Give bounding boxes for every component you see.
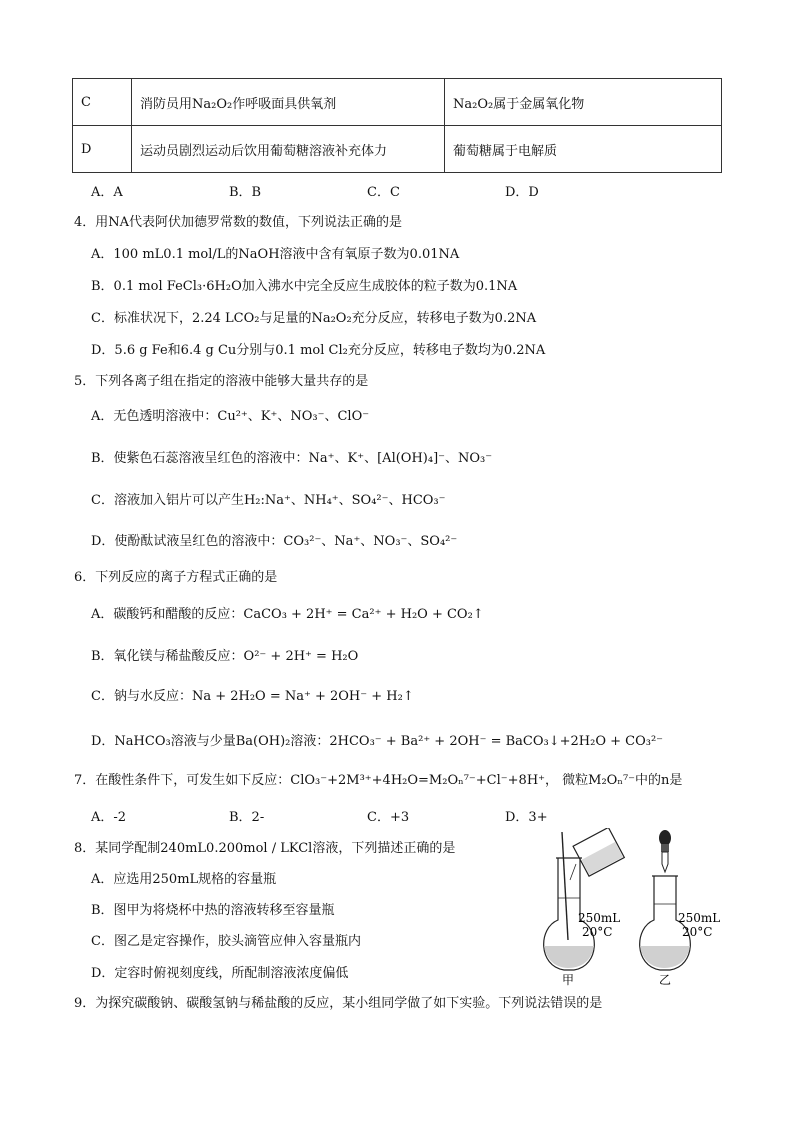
q8-option-a: A．应选用250mL规格的容量瓶	[91, 872, 277, 887]
q5-option-d: D．使酚酞试液呈红色的溶液中：CO₃²⁻、Na⁺、NO₃⁻、SO₄²⁻	[91, 534, 458, 549]
q8-option-c: C．图乙是定容操作，胶头滴管应伸入容量瓶内	[91, 934, 361, 949]
option-b: B．2-	[229, 810, 265, 825]
flask-yi	[640, 830, 691, 970]
row-practice: 运动员剧烈运动后饮用葡萄糖溶液补充体力	[132, 126, 445, 173]
q6-stem: 6．下列反应的离子方程式正确的是	[74, 570, 278, 585]
q4-option-d: D．5.6 g Fe和6.4 g Cu分别与0.1 mol Cl₂充分反应，转移电子数均为0.2NA	[91, 343, 546, 358]
row-explanation: 葡萄糖属于电解质	[445, 126, 722, 173]
flask-a-temp: 20°C	[582, 925, 613, 939]
row-practice: 消防员用Na₂O₂作呼吸面具供氧剂	[132, 79, 445, 126]
option-d: D．D	[505, 185, 539, 200]
flask-b-caption: 乙	[659, 973, 672, 987]
flask-a-volume: 250mL	[578, 911, 621, 925]
q4-option-a: A．100 mL0.1 mol/L的NaOH溶液中含有氧原子数为0.01NA	[91, 247, 460, 262]
row-key: C	[73, 79, 132, 126]
q8-option-b: B．图甲为将烧杯中热的溶液转移至容量瓶	[91, 903, 335, 918]
q3-options	[91, 181, 643, 200]
q7-options	[91, 806, 643, 825]
q8-option-d: D．定容时俯视刻度线，所配制溶液浓度偏低	[91, 966, 349, 981]
q5-option-c: C．溶液加入铝片可以产生H₂:Na⁺、NH₄⁺、SO₄²⁻、HCO₃⁻	[91, 493, 446, 508]
table-row	[73, 79, 722, 126]
q6-option-a: A．碳酸钙和醋酸的反应：CaCO₃ + 2H⁺ = Ca²⁺ + H₂O + CO₂↑	[91, 607, 484, 622]
flask-b-volume: 250mL	[678, 911, 721, 925]
practice-table	[72, 78, 722, 173]
q5-option-b: B．使紫色石蕊溶液呈红色的溶液中：Na⁺、K⁺、[Al(OH)₄]⁻、NO₃⁻	[91, 451, 493, 466]
option-a: A．-2	[91, 810, 127, 825]
option-d: D．3+	[505, 810, 548, 825]
row-key: D	[73, 126, 132, 173]
table-row	[73, 126, 722, 173]
q7-stem: 7．在酸性条件下，可发生如下反应：ClO₃⁻+2M³⁺+4H₂O=M₂Oₙ⁷⁻+Cl⁻+8H⁺， 微粒M₂Oₙ⁷⁻中的n是	[74, 773, 683, 788]
flask-b-temp: 20°C	[682, 925, 713, 939]
q9-stem: 9．为探究碳酸钠、碳酸氢钠与稀盐酸的反应，某小组同学做了如下实验。下列说法错误的是	[74, 996, 603, 1011]
option-c: C．C	[367, 185, 400, 200]
q4-option-c: C．标准状况下，2.24 LCO₂与足量的Na₂O₂充分反应，转移电子数为0.2NA	[91, 311, 537, 326]
flask-jia	[544, 828, 625, 970]
option-a: A．A	[91, 185, 123, 200]
volumetric-flask-figure	[530, 828, 730, 988]
flask-a-caption: 甲	[562, 973, 575, 987]
q5-stem: 5．下列各离子组在指定的溶液中能够大量共存的是	[74, 374, 369, 389]
option-b: B．B	[229, 185, 262, 200]
row-explanation: Na₂O₂属于金属氧化物	[445, 79, 722, 126]
q8-stem: 8．某同学配制240mL0.200mol / LKCl溶液，下列描述正确的是	[74, 841, 456, 856]
q4-option-b: B．0.1 mol FeCl₃·6H₂O加入沸水中完全反应生成胶体的粒子数为0.1NA	[91, 279, 518, 294]
q6-option-c: C．钠与水反应：Na + 2H₂O = Na⁺ + 2OH⁻ + H₂↑	[91, 689, 414, 704]
q6-option-d: D．NaHCO₃溶液与少量Ba(OH)₂溶液：2HCO₃⁻ + Ba²⁺ + 2OH⁻ = BaCO₃↓+2H₂O + CO₃²⁻	[91, 734, 664, 749]
q5-option-a: A．无色透明溶液中：Cu²⁺、K⁺、NO₃⁻、ClO⁻	[91, 409, 370, 424]
q4-stem: 4．用NA代表阿伏加德罗常数的数值，下列说法正确的是	[74, 215, 403, 230]
option-c: C．+3	[367, 810, 410, 825]
q6-option-b: B．氧化镁与稀盐酸反应：O²⁻ + 2H⁺ = H₂O	[91, 649, 359, 664]
